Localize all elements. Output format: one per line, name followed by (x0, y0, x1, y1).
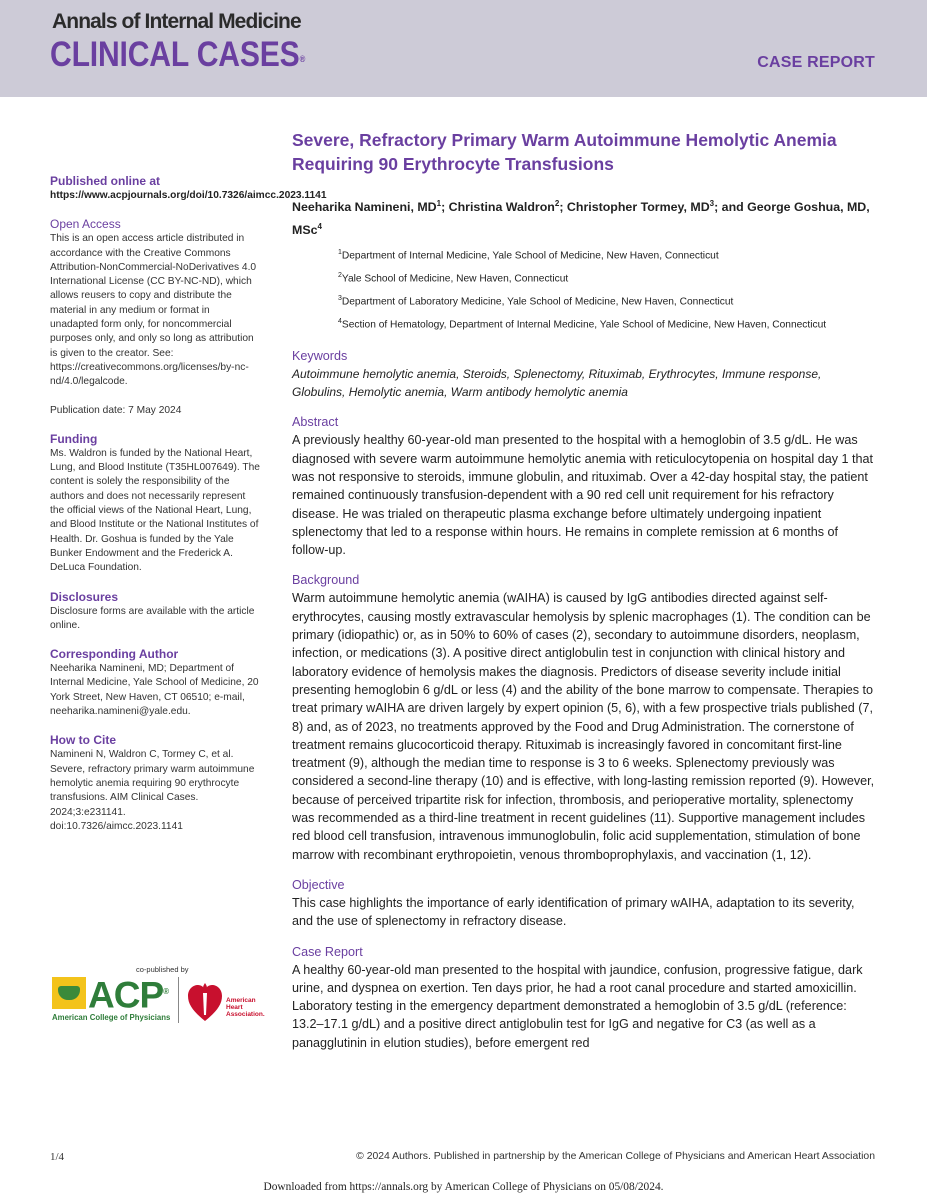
objective-section (292, 877, 876, 931)
affiliation-text: Department of Internal Medicine, Yale School of Medicine, New Haven, Connecticut (341, 250, 719, 262)
open-access-block (50, 217, 260, 389)
affiliation-list (338, 246, 876, 332)
logo-divider (178, 977, 179, 1023)
funding-text: Ms. Waldron is funded by the National Heart, Lung, and Blood Institute (T35HL007649). The content is solely the responsibility of the authors and does not necessarily represent the official views of the National Heart, Lung, and Blood Institute or the National Institutes of Health. Dr. Goshua is funded by the Yale Bunker Endowment and the Frederick A. DeLuca Foundation. (50, 447, 260, 574)
registered-mark: ® (299, 54, 306, 64)
author-sup: 4 (317, 222, 322, 232)
author-list (292, 194, 876, 240)
open-access-heading: Open Access (50, 217, 121, 232)
affiliation-text: Section of Hematology, Department of Internal Medicine, Yale School of Medicine, New Haven, Connecticut (341, 319, 827, 331)
funding-block (50, 432, 260, 576)
affiliation-text: Department of Laboratory Medicine, Yale School of Medicine, New Haven, Connecticut (341, 296, 734, 308)
acp-emblem-icon (52, 977, 86, 1009)
aha-line2: Heart (226, 1004, 243, 1012)
author-sup: 1 (436, 199, 442, 208)
corresponding-text: Neeharika Namineni, MD; Department of Internal Medicine, Yale School of Medicine, 20 York Street, New Haven, CT 06510; e-mail, neeharika.namineni@yale.edu. (50, 663, 259, 718)
keywords-text: Autoimmune hemolytic anemia, Steroids, Splenectomy, Rituximab, Erythrocytes, Immune response, Globulins, Hemolytic anemia, Warm antibody hemolytic anemia (292, 366, 822, 400)
author-name: Neeharika Namineni, MD (292, 200, 437, 215)
affiliation-item (338, 315, 876, 332)
copublished-label: co-published by (136, 965, 189, 974)
affiliation-item (338, 246, 876, 263)
background-heading: Background (292, 573, 360, 588)
publication-date-block (50, 404, 260, 418)
acp-full-name: American College of Physicians (52, 1013, 171, 1022)
author-sep: ; and (714, 200, 748, 215)
journal-header (0, 0, 927, 97)
author-name: Christopher Tormey, MD (566, 200, 710, 215)
acp-logo (88, 973, 168, 1014)
aha-line3: Association. (226, 1011, 265, 1019)
case-report-section (292, 944, 876, 1052)
cite-text: Namineni N, Waldron C, Tormey C, et al. Severe, refractory primary warm autoimmune hemolytic anemia requiring 90 erythrocyte transfusions. AIM Clinical Cases. 2024;3:e231141. doi:10.7326/aimcc.2023.1141 (50, 749, 255, 832)
acp-registered-mark: ® (163, 987, 169, 996)
corresponding-block (50, 647, 260, 719)
article-title: Severe, Refractory Primary Warm Autoimmune Hemolytic Anemia Requiring 90 Erythrocyte Transfusions (292, 130, 837, 174)
journal-subtitle-text: CLINICAL CASES (50, 35, 300, 74)
download-notice: Downloaded from https://annals.org by American College of Physicians on 05/08/2024. (263, 1181, 664, 1193)
affiliation-num: 2 (338, 272, 342, 280)
affiliation-text: Yale School of Medicine, New Haven, Connecticut (341, 273, 569, 285)
affiliation-num: 1 (338, 249, 342, 257)
funding-heading: Funding (50, 431, 98, 446)
affiliation-item (338, 292, 876, 309)
objective-text: This case highlights the importance of early identification of primary wAIHA, adaptation to its severity, and the use of splenectomy in refractory disease. (292, 895, 855, 929)
author-name: George Goshua, MD, MSc (292, 200, 870, 238)
disclosures-text: Disclosure forms are available with the article online. (50, 605, 255, 631)
affiliation-num: 4 (338, 317, 342, 325)
keywords-heading: Keywords (292, 348, 348, 363)
objective-heading: Objective (292, 877, 345, 892)
background-section (292, 572, 876, 863)
journal-name: Annals of Internal Medicine (52, 10, 301, 33)
keywords-section (292, 348, 876, 402)
disclosures-heading: Disclosures (50, 589, 119, 604)
case-report-heading: Case Report (292, 944, 363, 959)
affiliation-num: 3 (338, 295, 342, 303)
aha-logo-text (226, 997, 265, 1019)
journal-subtitle (50, 36, 305, 74)
cite-block (50, 733, 260, 834)
abstract-text: A previously healthy 60-year-old man presented to the hospital with a hemoglobin of 3.5 g/dL. He was diagnosed with severe warm autoimmune hemolytic anemia with reticulocytopenia on hospital day 1 that was not responsive to steroids, immune globulin, and rituximab. Over a 42-day hospital stay, the patient remained continuously transfusion-dependent with a 90 red cell unit requirement for his refractory disease. He was trialed on therapeutic plasma exchange before ultimately undergoing inpatient splenectomy that led to a response within hours. He remains in complete remission at 6 months of follow-up. (292, 433, 874, 558)
author-name: Christina Waldron (448, 200, 555, 215)
publication-date: Publication date: 7 May 2024 (50, 404, 182, 416)
cite-heading: How to Cite (50, 733, 116, 748)
author-sep: ; (441, 200, 449, 215)
page-number: 1/4 (50, 1151, 65, 1163)
background-text: Warm autoimmune hemolytic anemia (wAIHA) is caused by IgG antibodies directed against self-erythrocytes, causing mostly extravascular hemolysis by splenic macrophages (1). The condition can be primary (idiopathic) or, as in 50% to 60% of cases (2), secondary to autoimmune disorders, neoplasm, infection, or medications (3). A positive direct antiglobulin test in conjunction with clinical history and laboratory evidence of hemolysis makes the diagnosis. Predictors of disease severity include initial presenting hemoglobin 6 g/dL or less (4) and the ability of the bone marrow to compensate. Therapies to treat primary wAIHA are driven largely by expert opinion (5, 6), with a few prospective trials published (7, 8) and, as of 2023, no treatments approved by the Food and Drug Administration. The cornerstone of treatment remains glucocorticoid therapy. Rituximab is increasingly favored in concomitant first-line treatment (9), although the median time to response is 3 to 6 weeks. Splenectomy previously was considered a second-line therapy (10) and is effective, with long-lasting remission reported (9). However, because of perceived tripartite risk for infection, thrombosis, and perioperative mortality, splenectomy was recommended as a third-line treatment in recent guidelines (11). Supportive management includes red blood cell transfusion, intravenous immunoglobulin, folic acid supplementation, stimulation of bone marrow with recombinant erythropoietin, venous thromboprophylaxis, and vaccination (1, 12). (292, 591, 875, 862)
copublisher-logos (50, 965, 270, 1027)
open-access-text: This is an open access article distributed in accordance with the Creative Commons Attribution-NonCommercial-NoDerivatives 4.0 International License (CC BY-NC-ND), which allows reusers to copy and distribute the material in any medium or format in unadapted form only, for noncommercial purposes only, and only so long as attribution is given to the creator. See: https://creativecommons.org/licenses/by-nc-nd/4.0/legalcode. (50, 233, 257, 388)
aha-line1: American (226, 997, 256, 1004)
abstract-section (292, 414, 876, 559)
author-sep: ; (559, 200, 567, 215)
corresponding-heading: Corresponding Author (50, 647, 179, 662)
author-sup: 2 (554, 199, 560, 208)
affiliation-item (338, 269, 876, 286)
abstract-heading: Abstract (292, 415, 339, 430)
article-main (292, 128, 876, 1065)
copyright-notice: © 2024 Authors. Published in partnership by the American College of Physicians and American Heart Association (356, 1151, 875, 1162)
heart-torch-icon (186, 979, 224, 1023)
acp-logo-text: ACP (88, 974, 164, 1016)
published-block (50, 174, 327, 203)
disclosures-block (50, 590, 260, 634)
author-sup: 3 (709, 199, 715, 208)
published-label: Published online at (50, 174, 161, 188)
article-type: CASE REPORT (757, 54, 875, 71)
case-report-text: A healthy 60-year-old man presented to the hospital with jaundice, confusion, progressive fatigue, dark urine, and dyspnea on exertion. Ten days prior, he had a root canal procedure and started amoxicillin. Laboratory testing in the emergency department demonstrated a hemoglobin of 3.5 g/dL (reference: 13.2–17.1 g/dL) and a positive direct antiglobulin test for IgG and negative for C3 (as well as a panagglutinin in elution studies), before emergent red (292, 962, 863, 1050)
published-url[interactable]: https://www.acpjournals.org/doi/10.7326/aimcc.2023.1141 (50, 190, 327, 201)
